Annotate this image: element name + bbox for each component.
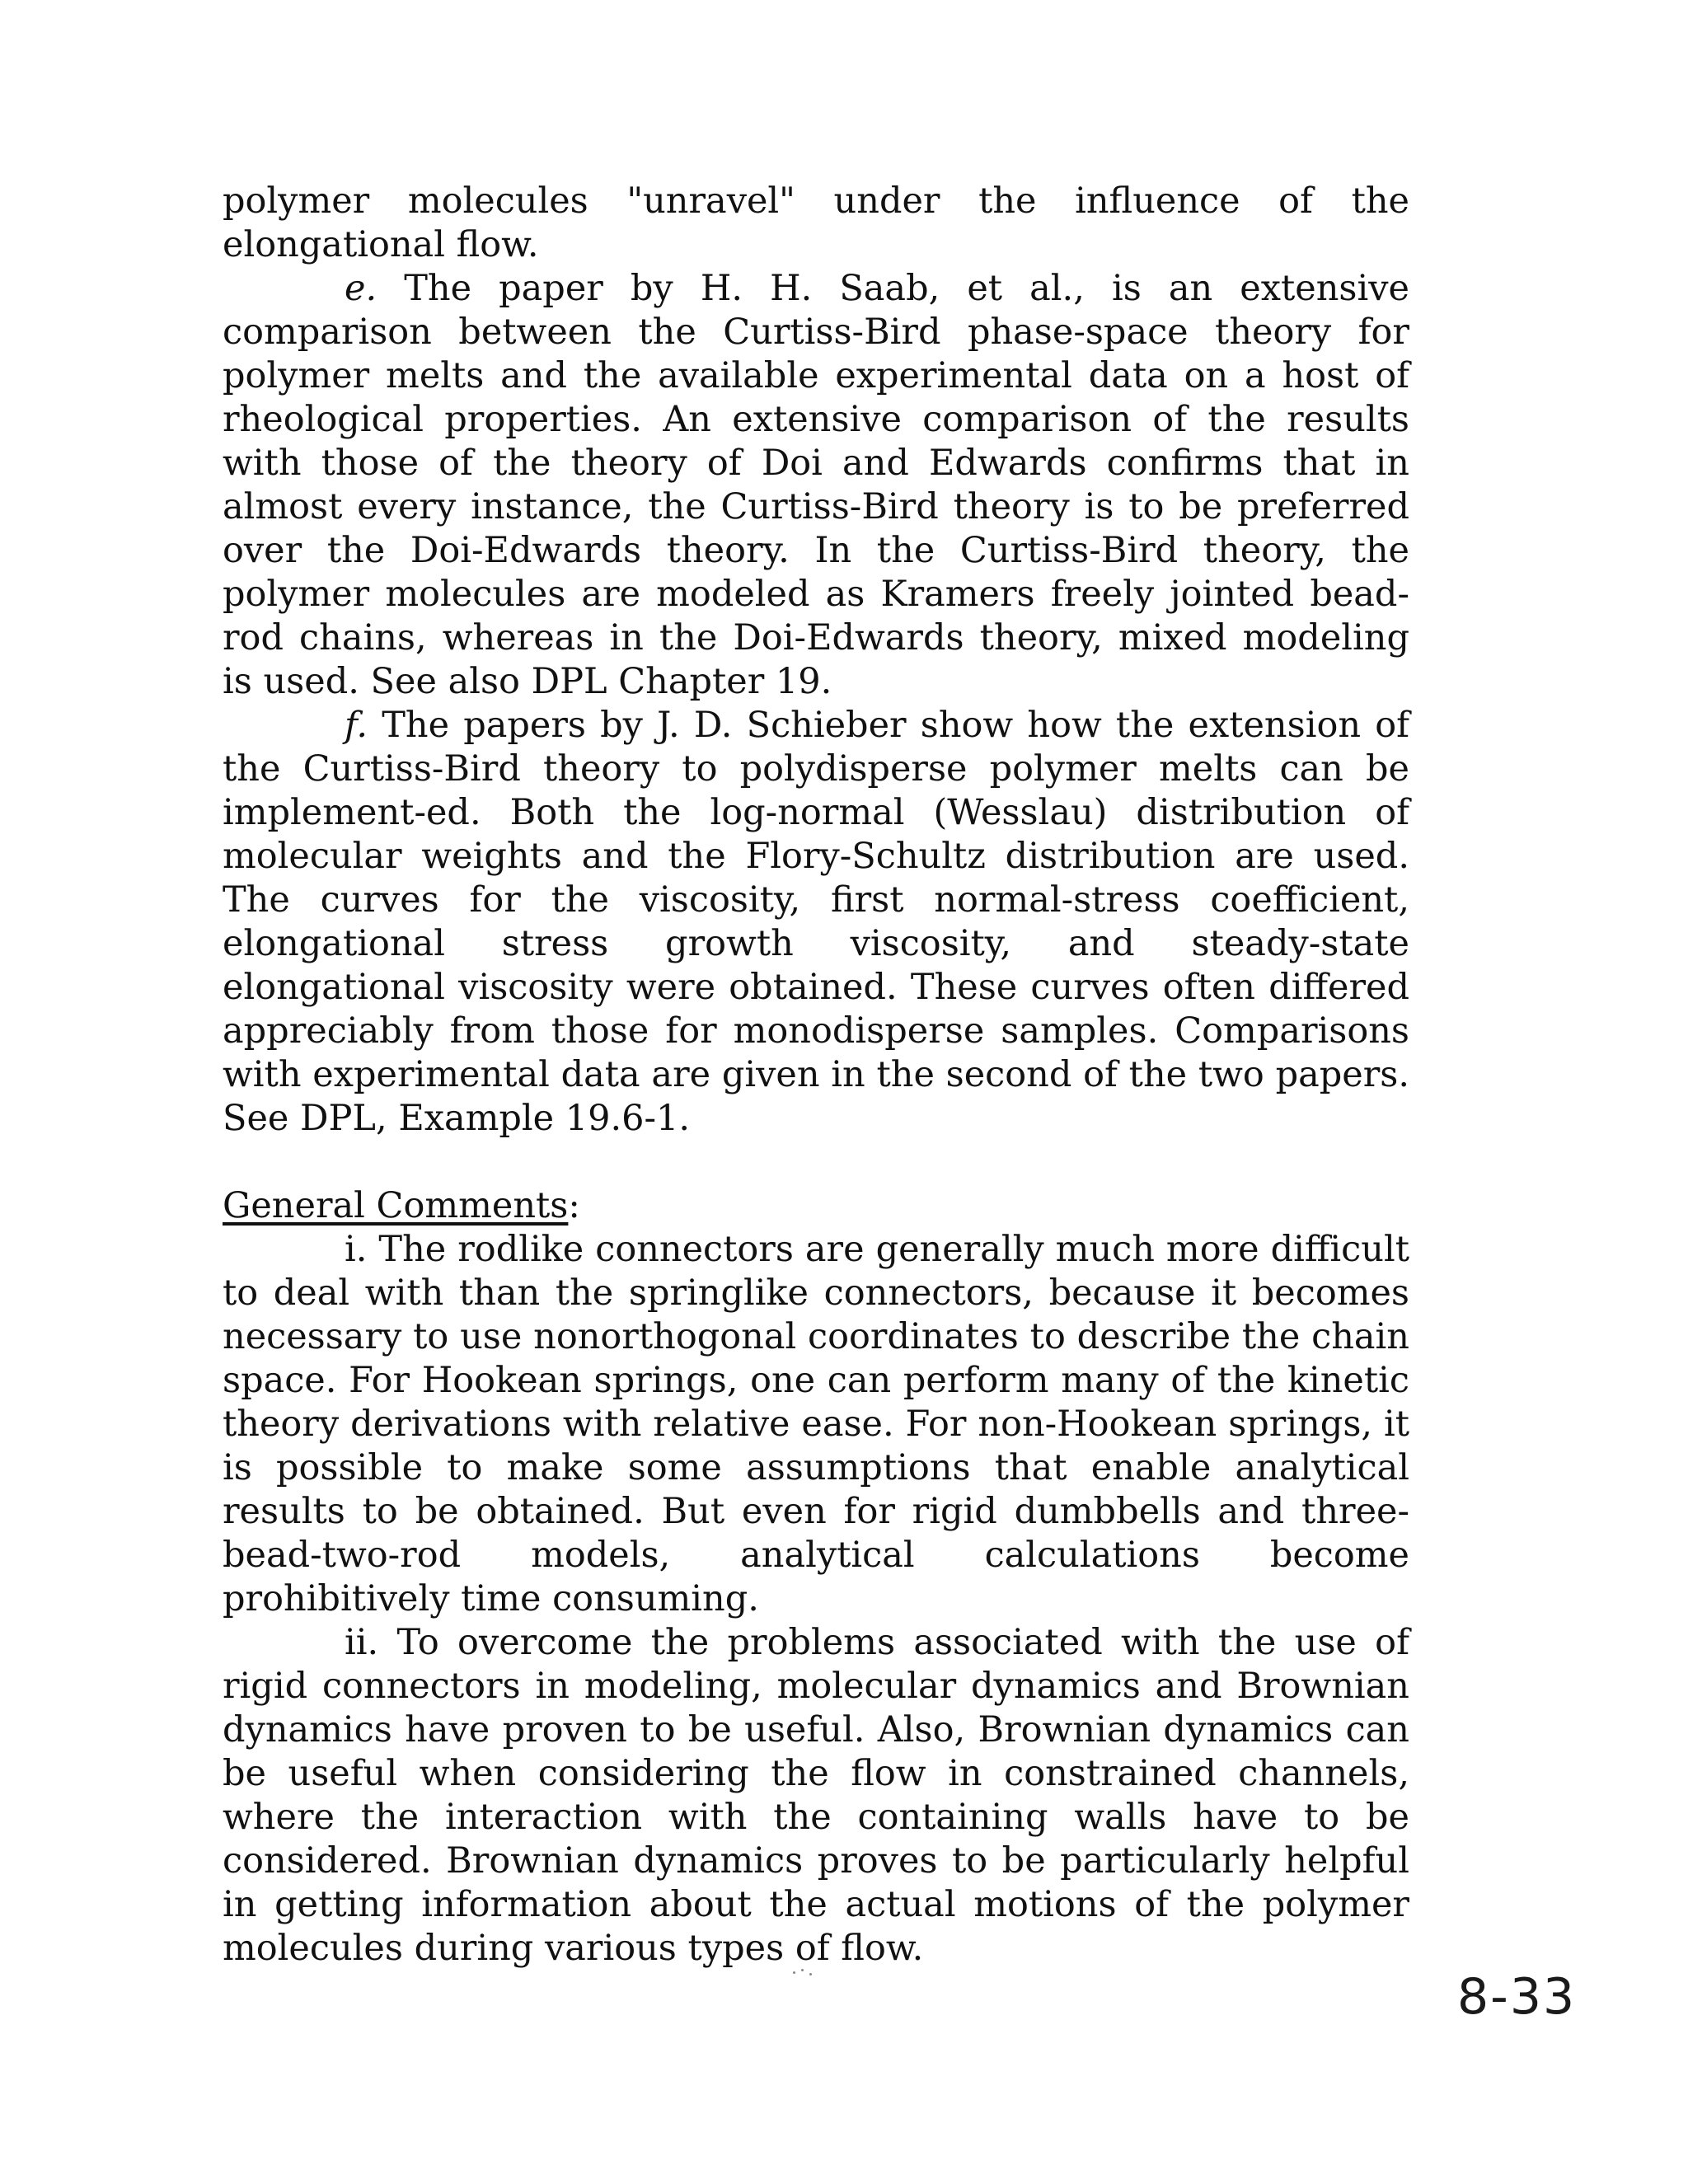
- document-body: [223, 180, 1409, 1971]
- page-number: 8-33: [1457, 1968, 1577, 2026]
- scan-speck: [791, 1968, 824, 1976]
- paragraph-f-marker: f.: [345, 705, 368, 746]
- paragraph-e-text: The paper by H. H. Saab, et al., is an extensive comparison between the Curtiss-Bird phase-space theory for polymer melts and the available experimental data on a host of rheological properties. An extensive comparison of the results with those of the theory of Doi and Edwards confirms that in almost every instance, the Curtiss-Bird theory is to be preferred over the Doi-Edwards theory. In the Curtiss-Bird theory, the polymer molecules are modeled as Kramers freely jointed bead-rod chains, whereas in the Doi-Edwards theory, mixed modeling is used. See also DPL Chapter 19.: [223, 268, 1409, 702]
- general-comments-colon: :: [568, 1185, 580, 1226]
- general-comments-heading: [223, 1184, 1409, 1228]
- paragraph-e: [223, 267, 1409, 704]
- paragraph-f: [223, 704, 1409, 1141]
- comment-i: i. The rodlike connectors are generally much more difficult to deal with than the springlike connectors, because it becomes necessary to use nonorthogonal coordinates to describe the chain space. For Hookean springs, one can perform many of the kinetic theory derivations with relative ease. For non-Hookean springs, it is possible to make some assumptions that enable analytical results to be obtained. But even for rigid dumbbells and three-bead-two-rod models, analytical calculations become prohibitively time consuming.: [223, 1229, 1409, 1619]
- general-comments-title: General Comments: [223, 1185, 569, 1226]
- paragraph-f-text: The papers by J. D. Schieber show how the extension of the Curtiss-Bird theory to polydisperse polymer melts can be implement-ed. Both the log-normal (Wesslau) distribution of molecular weights and the Flory-Schultz distribution are used. The curves for the viscosity, first normal-stress coefficient, elongational stress growth viscosity, and steady-state elongational viscosity were obtained. These curves often differed appreciably from those for monodisperse samples. Comparisons with experimental data are given in the second of the two papers. See DPL, Example 19.6-1.: [223, 705, 1409, 1139]
- opening-paragraph: polymer molecules "unravel" under the influence of the elongational flow.: [223, 180, 1409, 265]
- comment-ii: ii. To overcome the problems associated with the use of rigid connectors in modeling, molecular dynamics and Brownian dynamics have proven to be useful. Also, Brownian dynamics can be useful when considering the flow in constrained channels, where the interaction with the containing walls have to be considered. Brownian dynamics proves to be particularly helpful in getting information about the actual motions of the polymer molecules during various types of flow.: [223, 1622, 1409, 1969]
- paragraph-e-marker: e.: [345, 268, 377, 309]
